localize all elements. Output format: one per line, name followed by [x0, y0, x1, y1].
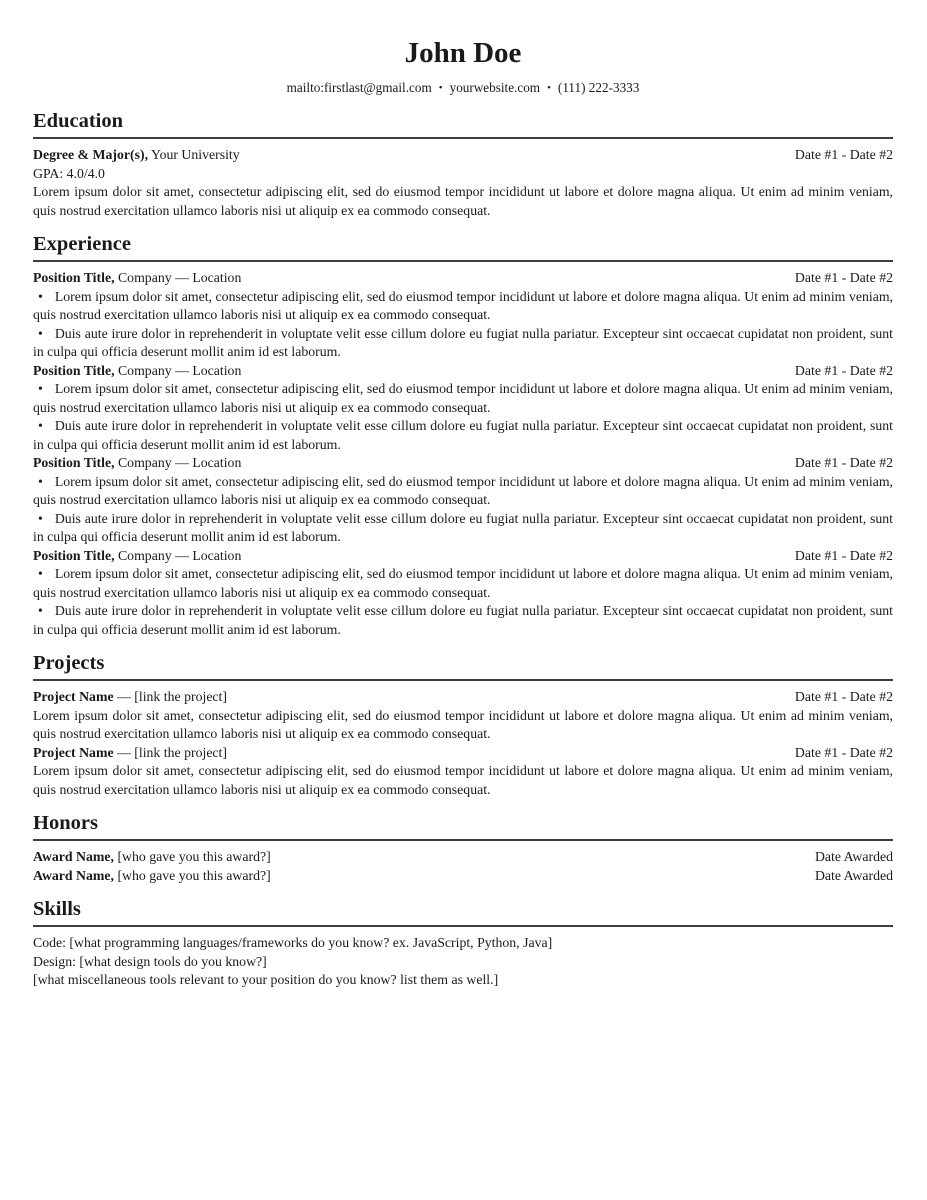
gpa-line: GPA: 4.0/4.0 [33, 165, 105, 181]
bullet-separator-icon: • [547, 82, 551, 94]
skills-section-title: Skills [33, 898, 81, 920]
experience-bullet [33, 510, 893, 547]
bullet-text: Duis aute irure dolor in reprehenderit in voluptate velit esse cillum dolore eu fugiat nulla pariatur. Excepteur sint occaecat cupidatat non proident, sunt in culpa qui officia deserunt mollit anim id est laborum. [33, 418, 893, 452]
project-description: Lorem ipsum dolor sit amet, consectetur adipiscing elit, sed do eiusmod tempor incididunt ut labore et dolore magna aliqua. Ut enim ad minim veniam, quis nostrud exercitation ullamco laboris nisi ut aliquip ex ea commodo consequat. [33, 763, 893, 797]
page-title: John Doe [404, 37, 522, 69]
project-dates: Date #1 - Date #2 [794, 689, 893, 704]
education-entry-header [33, 146, 893, 165]
project-entry-header [33, 744, 893, 763]
school-name: Your University [150, 147, 240, 162]
bullet-text: Duis aute irure dolor in reprehenderit in voluptate velit esse cillum dolore eu fugiat nulla pariatur. Excepteur sint occaecat cupidatat non proident, sunt in culpa qui officia deserunt mollit anim id est laborum. [33, 510, 893, 544]
bullet-text: Lorem ipsum dolor sit amet, consectetur adipiscing elit, sed do eiusmod tempor incididunt ut labore et dolore magna aliqua. Ut enim ad minim veniam, quis nostrud exercitation ullamco laboris nisi ut aliquip ex ea commodo consequat. [33, 381, 893, 415]
position-line [33, 547, 781, 566]
bullet-text: Duis aute irure dolor in reprehenderit in voluptate velit esse cillum dolore eu fugiat nulla pariatur. Excepteur sint occaecat cupidatat non proident, sunt in culpa qui officia deserunt mollit anim id est laborum. [33, 325, 893, 359]
experience-dates: Date #1 - Date #2 [794, 547, 893, 563]
list-bullet-icon: • [38, 603, 43, 618]
skills-code-line: Code: [what programming languages/frameworks do you know? ex. JavaScript, Python, Java] [33, 935, 553, 950]
company-location: Company — Location [117, 455, 242, 470]
position-title: Position Title, [33, 455, 115, 470]
education-degree-line [33, 146, 781, 165]
section-education [33, 109, 893, 220]
list-bullet-icon: • [38, 325, 43, 341]
project-link[interactable]: — [link the project] [117, 744, 227, 760]
bullet-separator-icon: • [438, 82, 443, 94]
honor-entry [33, 848, 893, 867]
education-entry [33, 146, 893, 220]
award-name: Award Name, [33, 867, 114, 883]
section-divider [33, 679, 893, 681]
position-title: Position Title, [33, 362, 115, 378]
contact-line [33, 79, 893, 97]
experience-bullet [33, 417, 893, 454]
section-divider [33, 839, 893, 841]
section-honors [33, 811, 893, 885]
project-description: Lorem ipsum dolor sit amet, consectetur adipiscing elit, sed do eiusmod tempor incididunt ut labore et dolore magna aliqua. Ut enim ad minim veniam, quis nostrud exercitation ullamco laboris nisi ut aliquip ex ea commodo consequat. [33, 707, 893, 741]
company-location: Company — Location [117, 270, 242, 285]
award-name: Award Name, [33, 849, 114, 864]
experience-dates: Date #1 - Date #2 [794, 270, 893, 285]
website-link[interactable]: yourwebsite.com [449, 80, 541, 95]
list-bullet-icon: • [38, 566, 43, 581]
project-dates: Date #1 - Date #2 [794, 744, 893, 760]
award-line [33, 848, 801, 867]
project-entry-header [33, 688, 893, 707]
experience-bullet [33, 380, 893, 417]
experience-entry [33, 454, 893, 547]
project-name: Project Name [33, 744, 114, 760]
education-dates: Date #1 - Date #2 [794, 147, 893, 162]
position-title: Position Title, [33, 270, 115, 285]
award-date: Date Awarded [814, 849, 893, 864]
bullet-text: Lorem ipsum dolor sit amet, consectetur adipiscing elit, sed do eiusmod tempor incididunt ut labore et dolore magna aliqua. Ut enim ad minim veniam, quis nostrud exercitation ullamco laboris nisi ut aliquip ex ea commodo consequat. [33, 566, 893, 600]
position-title: Position Title, [33, 547, 115, 563]
experience-section-title: Experience [33, 233, 131, 255]
section-divider [33, 260, 893, 262]
list-bullet-icon: • [38, 510, 43, 526]
position-line [33, 269, 781, 288]
experience-entry-header [33, 362, 893, 381]
project-name-line [33, 688, 781, 707]
position-line [33, 454, 781, 473]
education-section-title: Education [33, 110, 123, 132]
list-bullet-icon: • [38, 418, 43, 433]
experience-dates: Date #1 - Date #2 [794, 455, 893, 470]
phone-number: (111) 222-3333 [557, 80, 640, 95]
skills-design-line: Design: [what design tools do you know?] [33, 953, 267, 969]
honors-section-title: Honors [33, 812, 98, 834]
section-projects [33, 651, 893, 799]
experience-bullet [33, 288, 893, 325]
education-description: Lorem ipsum dolor sit amet, consectetur adipiscing elit, sed do eiusmod tempor incididunt ut labore et dolore magna aliqua. Ut enim ad minim veniam, quis nostrud exercitation ullamco laboris nisi ut aliquip ex ea commodo consequat. [33, 184, 893, 218]
award-line [33, 867, 801, 886]
award-issuer: [who gave you this award?] [117, 849, 271, 864]
degree-name: Degree & Major(s), [33, 147, 149, 162]
experience-dates: Date #1 - Date #2 [794, 362, 893, 378]
section-divider [33, 137, 893, 139]
bullet-text: Lorem ipsum dolor sit amet, consectetur adipiscing elit, sed do eiusmod tempor incididunt ut labore et dolore magna aliqua. Ut enim ad minim veniam, quis nostrud exercitation ullamco laboris nisi ut aliquip ex ea commodo consequat. [33, 288, 893, 322]
email-link[interactable]: mailto:firstlast@gmail.com [286, 80, 432, 95]
project-name-line [33, 744, 781, 763]
project-entry [33, 688, 893, 744]
experience-entry-header [33, 269, 893, 288]
section-divider [33, 925, 893, 927]
company-location: Company — Location [117, 362, 242, 378]
bullet-text: Duis aute irure dolor in reprehenderit in voluptate velit esse cillum dolore eu fugiat nulla pariatur. Excepteur sint occaecat cupidatat non proident, sunt in culpa qui officia deserunt mollit anim id est laborum. [33, 603, 893, 637]
experience-bullet [33, 325, 893, 362]
award-issuer: [who gave you this award?] [117, 867, 271, 883]
experience-bullet [33, 602, 893, 639]
project-link[interactable]: — [link the project] [117, 689, 227, 704]
honor-entry [33, 867, 893, 886]
projects-section-title: Projects [33, 652, 105, 674]
experience-entry-header [33, 547, 893, 566]
experience-bullet [33, 565, 893, 602]
experience-entry [33, 269, 893, 362]
experience-entry [33, 362, 893, 455]
bullet-text: Lorem ipsum dolor sit amet, consectetur adipiscing elit, sed do eiusmod tempor incididunt ut labore et dolore magna aliqua. Ut enim ad minim veniam, quis nostrud exercitation ullamco laboris nisi ut aliquip ex ea commodo consequat. [33, 473, 893, 507]
experience-entry [33, 547, 893, 640]
position-line [33, 362, 781, 381]
experience-entry-header [33, 454, 893, 473]
project-entry [33, 744, 893, 800]
company-location: Company — Location [117, 547, 242, 563]
project-name: Project Name [33, 689, 114, 704]
skills-misc-line: [what miscellaneous tools relevant to your position do you know? list them as well.] [33, 972, 499, 987]
section-skills [33, 897, 893, 990]
list-bullet-icon: • [38, 473, 43, 489]
list-bullet-icon: • [38, 381, 43, 396]
list-bullet-icon: • [38, 288, 43, 304]
award-date: Date Awarded [814, 867, 893, 883]
section-experience [33, 232, 893, 639]
experience-bullet [33, 473, 893, 510]
